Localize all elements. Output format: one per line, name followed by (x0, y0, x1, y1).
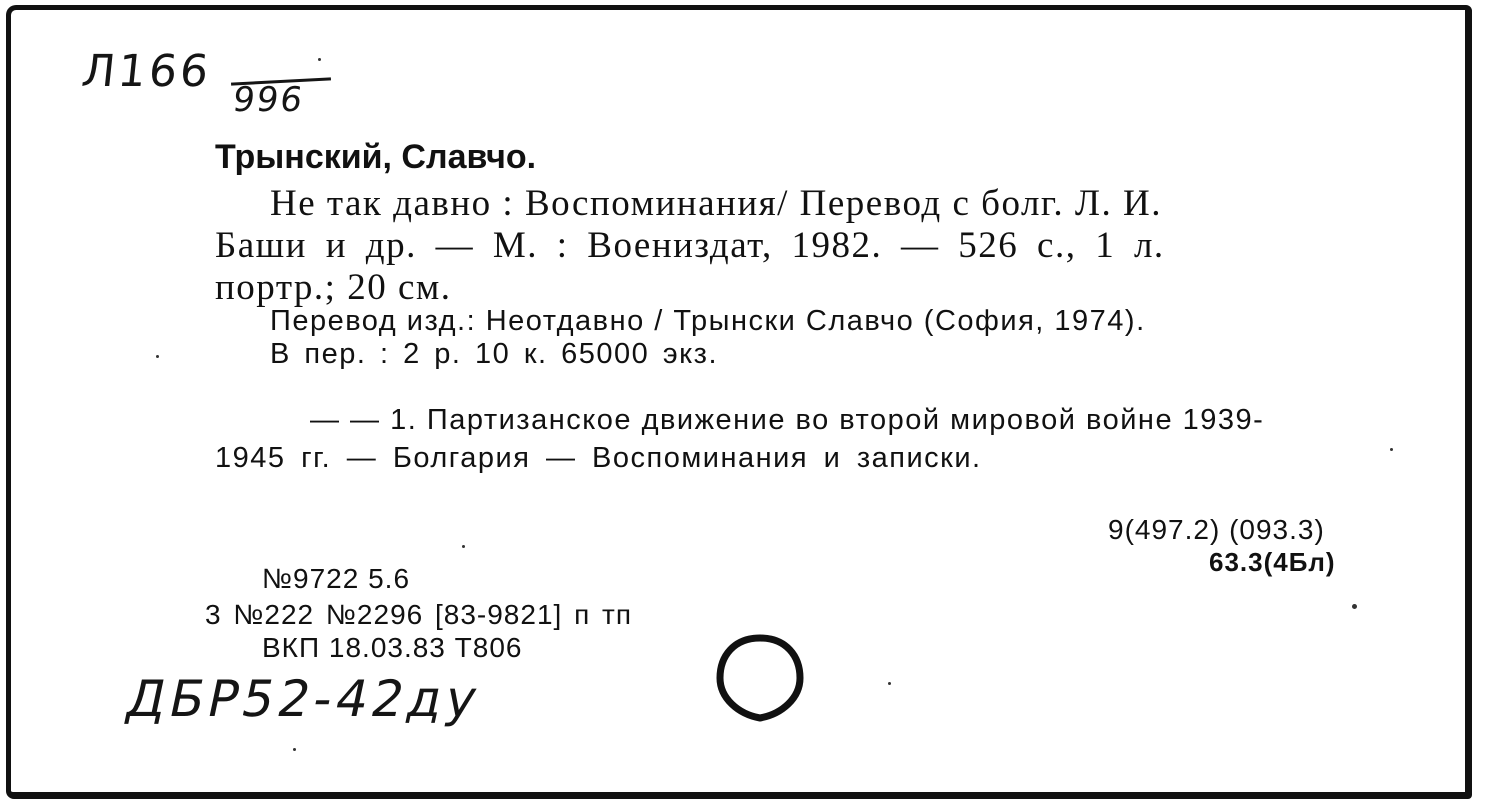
speck (888, 682, 891, 685)
physical-description-line: портр.; 20 см. (215, 267, 452, 308)
subject-line: — — 1. Партизанское движение во второй мировой войне 1939- (310, 404, 1265, 436)
service-line: ВКП 18.03.83 Т806 (262, 632, 523, 663)
service-line: №9722 5.6 (262, 563, 411, 594)
call-number-top: Л166 (79, 46, 214, 97)
speck (293, 748, 296, 751)
publication-line: Баши и др. — М. : Воениздат, 1982. — 526 с., 1 л. (215, 225, 1165, 266)
subject-line-continued: 1945 гг. — Болгария — Воспоминания и записки. (215, 442, 982, 474)
call-number-bottom: 996 (230, 80, 307, 120)
service-line: 3 №222 №2296 [83-9821] п тп (205, 599, 633, 630)
title-line: Не так давно : Воспоминания/ Перевод с болг. Л. И. (270, 183, 1162, 224)
punch-hole-icon (712, 628, 808, 724)
price-note: В пер. : 2 р. 10 к. 65000 экз. (270, 338, 718, 370)
speck (318, 58, 321, 61)
speck (156, 355, 159, 358)
classification-udc: 9(497.2) (093.3) (1108, 514, 1325, 545)
translation-note: Перевод изд.: Неотдавно / Трынски Славчо (София, 1974). (270, 305, 1146, 337)
inventory-number: ДБР52-42ду (120, 670, 487, 728)
author-heading: Трынский, Славчо. (215, 138, 537, 176)
speck (462, 545, 465, 548)
speck (1352, 604, 1357, 609)
classification-bbk: 63.3(4Бл) (1209, 547, 1336, 577)
speck (1390, 448, 1393, 451)
